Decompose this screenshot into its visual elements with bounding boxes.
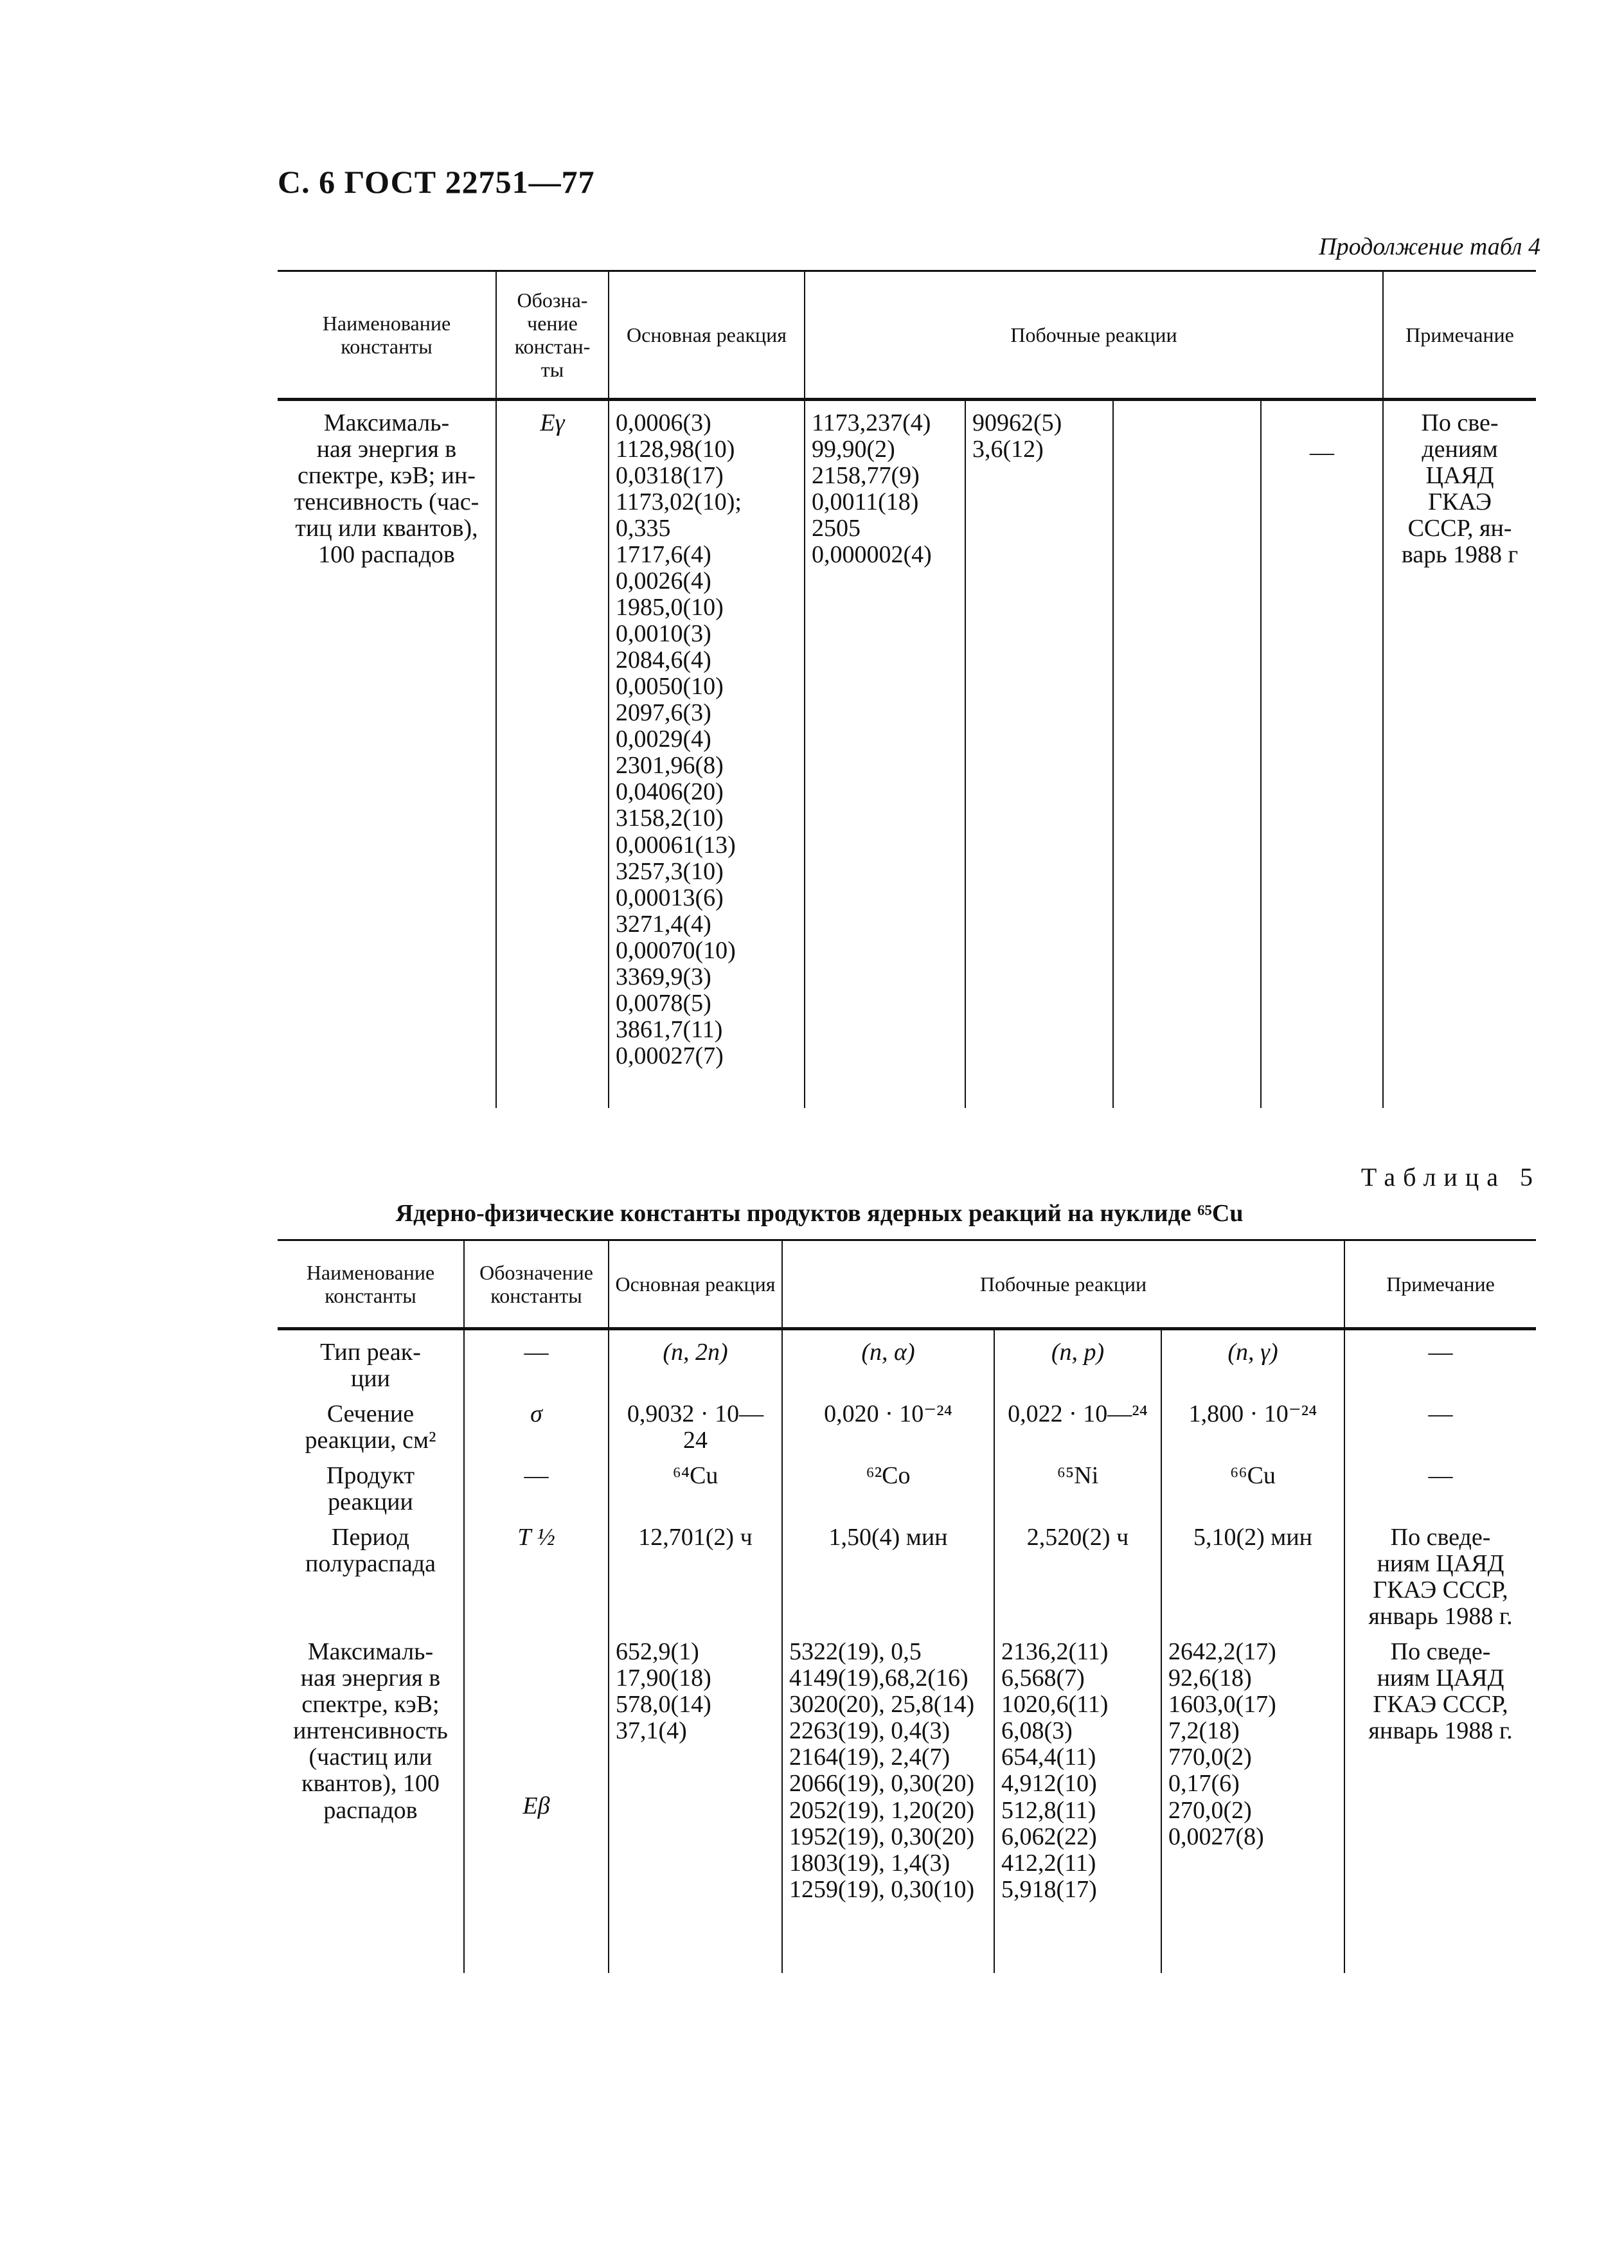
table5-cell-side1: 1,50(4) мин bbox=[782, 1515, 994, 1630]
table4-continuation-label: Продолжение табл 4 bbox=[1319, 233, 1540, 260]
table5-cell-side1: ⁶²Co bbox=[782, 1454, 994, 1515]
table5-title: Ядерно-физические константы продуктов ядерных реакций на нуклиде ⁶⁵Cu bbox=[395, 1200, 1244, 1227]
table5-header-symbol: Обозначение константы bbox=[464, 1240, 609, 1329]
table5-cell-note: — bbox=[1344, 1392, 1536, 1454]
table5-row-half-life bbox=[278, 1515, 1536, 1630]
table5-cell-side1: 0,020 · 10⁻²⁴ bbox=[782, 1392, 994, 1454]
table5-cell-main: (n, 2n) bbox=[609, 1329, 782, 1393]
table5-cell-main: 12,701(2) ч bbox=[609, 1515, 782, 1630]
table4-cell-side1: 1173,237(4) 99,90(2) 2158,77(9) 0,0011(18) 2505 0,000002(4) bbox=[805, 400, 965, 1109]
table5-cell-side1: 5322(19), 0,5 4149(19),68,2(16) 3020(20), 25,8(14) 2263(19), 0,4(3) 2164(19), 2,4(7) 2066(19), 0,30(20) 2052(19), 1,20(20) 1952(19), 0,30(20) 1803(19), 1,4(3) 1259(19), 0,30(10) bbox=[782, 1630, 994, 1973]
table4-cell-symbol: Eγ bbox=[496, 400, 609, 1109]
table5-cell-symbol: Eβ bbox=[464, 1630, 609, 1973]
table5-cell-name: Продукт реакции bbox=[278, 1454, 464, 1515]
table4 bbox=[278, 270, 1536, 1108]
table5-row-max-energy bbox=[278, 1630, 1536, 1973]
table4-header-note: Примечание bbox=[1383, 271, 1536, 400]
table5-header-name: Наименование константы bbox=[278, 1240, 464, 1329]
table5-cell-side2: 0,022 · 10—²⁴ bbox=[994, 1392, 1161, 1454]
table5-cell-side3: 5,10(2) мин bbox=[1161, 1515, 1344, 1630]
table5-cell-symbol: — bbox=[464, 1454, 609, 1515]
table5-cell-name: Тип реак- ции bbox=[278, 1329, 464, 1393]
table5-header-main: Основная реакция bbox=[609, 1240, 782, 1329]
table5-cell-main: 652,9(1) 17,90(18) 578,0(14) 37,1(4) bbox=[609, 1630, 782, 1973]
table4-header-main: Основная реакция bbox=[609, 271, 805, 400]
table5-cell-side2: 2,520(2) ч bbox=[994, 1515, 1161, 1630]
table4-header-name: Наименование константы bbox=[278, 271, 496, 400]
table4-cell-side4: — bbox=[1261, 400, 1383, 1109]
table4-header-side: Побочные реакции bbox=[805, 271, 1383, 400]
table4-header-symbol: Обозна- чение констан- ты bbox=[496, 271, 609, 400]
table4-cell-side2: 90962(5) 3,6(12) bbox=[965, 400, 1113, 1109]
table5-cell-side3: 2642,2(17) 92,6(18) 1603,0(17) 7,2(18) 770,0(2) 0,17(6) 270,0(2) 0,0027(8) bbox=[1161, 1630, 1344, 1973]
table5-cell-side3: (n, γ) bbox=[1161, 1329, 1344, 1393]
table5-cell-note: По сведе- ниям ЦАЯД ГКАЭ СССР, январь 1988 г. bbox=[1344, 1630, 1536, 1973]
table5-cell-side2: 2136,2(11) 6,568(7) 1020,6(11) 6,08(3) 654,4(11) 4,912(10) 512,8(11) 6,062(22) 412,2(11) 5,918(17) bbox=[994, 1630, 1161, 1973]
table4-row bbox=[278, 400, 1536, 1109]
table5-cell-side3: 1,800 · 10⁻²⁴ bbox=[1161, 1392, 1344, 1454]
table5-cell-name: Период полураспада bbox=[278, 1515, 464, 1630]
table4-cell-side3 bbox=[1113, 400, 1261, 1109]
table5-cell-symbol: — bbox=[464, 1329, 609, 1393]
table5-cell-side1: (n, α) bbox=[782, 1329, 994, 1393]
table5-header-side: Побочные реакции bbox=[782, 1240, 1344, 1329]
table5 bbox=[278, 1239, 1536, 1973]
table5-cell-note: — bbox=[1344, 1454, 1536, 1515]
table5-header-note: Примечание bbox=[1344, 1240, 1536, 1329]
table5-cell-symbol: T ½ bbox=[464, 1515, 609, 1630]
table5-cell-main: 0,9032 · 10—24 bbox=[609, 1392, 782, 1454]
table5-row-product bbox=[278, 1454, 1536, 1515]
table4-cell-name: Максималь- ная энергия в спектре, кэВ; ин- тенсивность (час- тиц или квантов), 100 распадов bbox=[278, 400, 496, 1109]
table4-header-row bbox=[278, 271, 1536, 400]
table5-cell-side2: (n, p) bbox=[994, 1329, 1161, 1393]
table5-cell-side2: ⁶⁵Ni bbox=[994, 1454, 1161, 1515]
table5-cell-note: — bbox=[1344, 1329, 1536, 1393]
table5-row-type bbox=[278, 1329, 1536, 1393]
table5-header-row bbox=[278, 1240, 1536, 1329]
table5-cell-name: Максималь- ная энергия в спектре, кэВ; интенсивность (частиц или квантов), 100 распадов bbox=[278, 1630, 464, 1973]
page-header: С. 6 ГОСТ 22751—77 bbox=[278, 164, 595, 200]
table5-row-cross-section bbox=[278, 1392, 1536, 1454]
table5-cell-symbol: σ bbox=[464, 1392, 609, 1454]
table5-label: Таблица 5 bbox=[1361, 1163, 1540, 1192]
table5-cell-main: ⁶⁴Cu bbox=[609, 1454, 782, 1515]
table4-cell-main: 0,0006(3) 1128,98(10) 0,0318(17) 1173,02(10); 0,335 1717,6(4) 0,0026(4) 1985,0(10) 0,0010(3) 2084,6(4) 0,0050(10) 2097,6(3) 0,0029(4) 2301,96(8) 0,0406(20) 3158,2(10) 0,00061(13) 3257,3(10) 0,00013(6) 3271,4(4) 0,00070(10) 3369,9(3) 0,0078(5) 3861,7(11) 0,00027(7) bbox=[609, 400, 805, 1109]
table5-cell-side3: ⁶⁶Cu bbox=[1161, 1454, 1344, 1515]
table4-cell-note: По све- дениям ЦАЯД ГКАЭ СССР, ян- варь 1988 г bbox=[1383, 400, 1536, 1109]
table5-cell-name: Сечение реакции, см² bbox=[278, 1392, 464, 1454]
table5-cell-note: По сведе- ниям ЦАЯД ГКАЭ СССР, январь 1988 г. bbox=[1344, 1515, 1536, 1630]
